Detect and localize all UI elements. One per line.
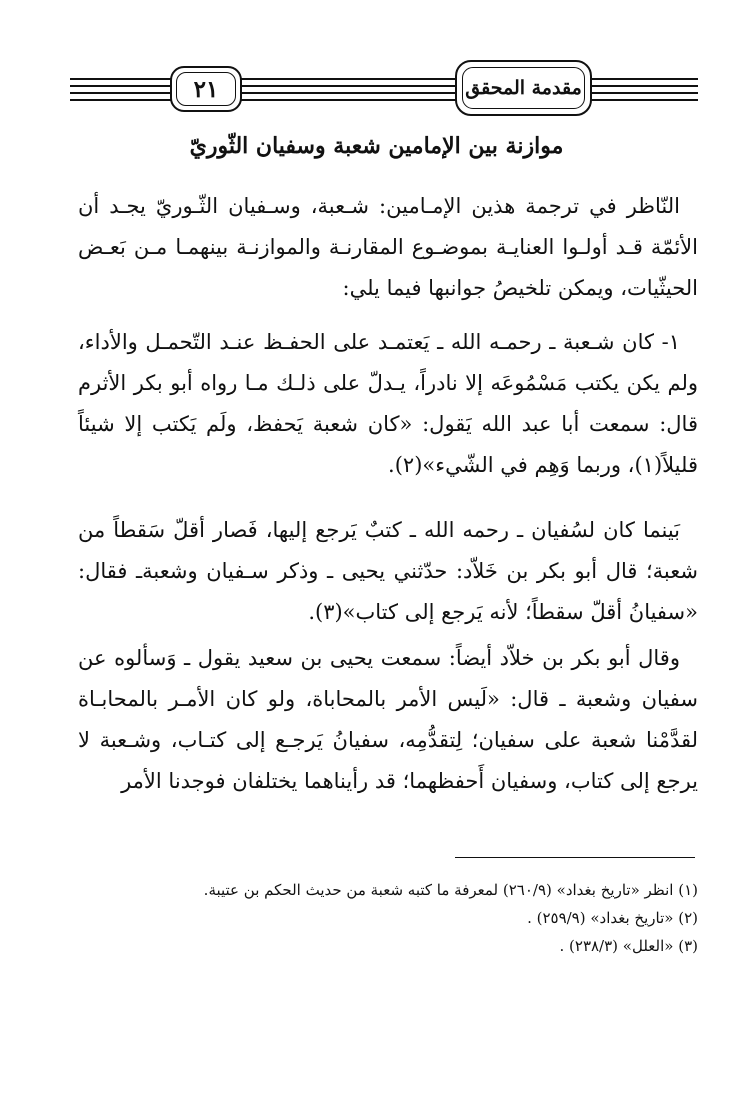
paragraph xyxy=(78,510,698,633)
paragraph xyxy=(78,638,698,802)
paragraph xyxy=(78,322,698,486)
footnote-1: (١) انظر «تاريخ بغداد» (٢٦٠/٩) لمعرفة ما كتبه شعبة من حديث الحكم بن عتيبة. xyxy=(203,881,698,899)
section-heading: موازنة بين الإمامين شعبة وسفيان الثّوريّ xyxy=(189,133,564,159)
footnotes xyxy=(78,876,698,960)
running-header-title: مقدمة المحقق xyxy=(465,77,582,99)
paragraph-text: وقال أبو بكر بن خلاّد أيضاً: سمعت يحيى بن سعيد يقول ـ وَسألوه عن سفيان وشعبة ـ قال: «لَيس الأمر بالمحاباة، ولو كان الأمـر بالمحابـاة لقدَّمْنا شعبة على سفيان؛ لِتقدُّمِه، سفيانُ يَرجـع إلى كتـاب، وشـعبة لا يرجع إلى كتاب، وسفيان أَحفظهما؛ قد رأيناهما يختلفان فوجدنا الأمر xyxy=(78,646,698,793)
footnote-separator xyxy=(455,857,695,858)
header-rule xyxy=(70,85,698,87)
header-rule xyxy=(70,99,698,101)
paragraph-text: ١- كان شـعبة ـ رحمـه الله ـ يَعتمـد على الحفـظ عنـد التّحمـل والأداء، ولم يكن يكتب مَسْمُوعَه إلا نادراً، يـدلّ على ذلـك مـا رواه أبو بكر الأثرم قال: سمعت أبا عبد الله يَقول: «كان شعبة يَحفظ، ولَم يَكتب إلا شيئاً قليلاً(١)، وربما وَهِم في الشّيء»(٢). xyxy=(78,330,698,477)
header-rule xyxy=(70,78,698,80)
header-rule xyxy=(70,92,698,94)
page-number-frame xyxy=(170,66,242,112)
page-number: ٢١ xyxy=(193,75,219,103)
footnote-2: (٢) «تاريخ بغداد» (٢٥٩/٩) . xyxy=(527,909,698,927)
running-header-frame xyxy=(455,60,592,116)
paragraph-text: النّاظر في ترجمة هذين الإمـامين: شـعبة، وسـفيان الثّـوريّ يجـد أن الأئمّة قـد أولـوا العنايـة بموضـوع المقارنـة والموازنـة بينهمـا مـن بَعـض الحيثّيات، ويمكن تلخيصُ جوانبها فيما يلي: xyxy=(78,194,698,300)
paragraph-text: بَينما كان لسُفيان ـ رحمه الله ـ كتبٌ يَرجع إليها، فَصار أقلّ سَقطاً من شعبة؛ قال أبو بكر بن خَلاّد: حدّثني يحيى ـ وذكر سـفيان وشعبةـ فقال: «سفيانُ أقلّ سقطاً؛ لأنه يَرجع إلى كتاب»(٣). xyxy=(78,518,698,624)
paragraph xyxy=(78,186,698,309)
footnote-3: (٣) «العلل» (٢٣٨/٣) . xyxy=(559,937,698,955)
